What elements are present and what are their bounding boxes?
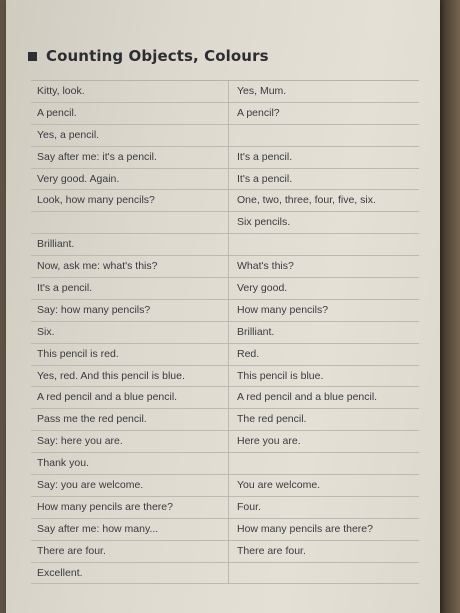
dialogue-row: [31, 278, 419, 300]
dialogue-row: [31, 387, 419, 409]
dialogue-row: [31, 212, 419, 234]
dialogue-row: [31, 322, 419, 344]
child-line: There are four.: [237, 544, 306, 557]
child-line: [229, 453, 419, 474]
child-line: [229, 234, 419, 255]
dialogue-row: [31, 125, 419, 147]
teacher-line: There are four.: [31, 541, 229, 562]
teacher-line: This pencil is red.: [31, 344, 229, 365]
teacher-line: Yes, a pencil.: [31, 125, 229, 146]
dialogue-row: [31, 344, 419, 366]
teacher-line: Say after me: how many...: [31, 519, 229, 540]
child-line: How many pencils are there?: [237, 522, 373, 535]
child-line: It's a pencil.: [237, 150, 293, 163]
child-line: What's this?: [237, 260, 294, 273]
child-line: [229, 563, 419, 584]
child-line: Here you are.: [237, 435, 301, 448]
child-line: Yes, Mum.: [237, 85, 287, 97]
section-title: Counting Objects, Colours: [46, 47, 269, 65]
child-line: How many pencils?: [237, 303, 329, 316]
teacher-line: Say: here you are.: [31, 431, 229, 452]
square-bullet-icon: [28, 52, 37, 61]
dialogue-row: [31, 300, 419, 322]
dialogue-row: [31, 103, 419, 125]
dialogue-row: [31, 475, 419, 497]
teacher-line: Excellent.: [31, 563, 229, 584]
teacher-line: Six.: [31, 322, 229, 343]
child-line: You are welcome.: [237, 479, 321, 492]
dialogue-row: [31, 541, 419, 563]
child-line: Brilliant.: [237, 325, 275, 338]
teacher-line: A red pencil and a blue pencil.: [31, 387, 229, 408]
teacher-line: Say: how many pencils?: [31, 300, 229, 321]
teacher-line: It's a pencil.: [31, 278, 229, 299]
dialogue-row: [31, 190, 419, 212]
teacher-line: Yes, red. And this pencil is blue.: [31, 366, 229, 387]
teacher-line: Kitty, look.: [31, 81, 229, 102]
child-line: A red pencil and a blue pencil.: [237, 391, 378, 404]
book-spine-shadow: [440, 0, 460, 613]
book-page: [6, 0, 440, 613]
child-line: This pencil is blue.: [237, 369, 324, 382]
child-line: A pencil?: [237, 106, 280, 119]
teacher-line: [31, 212, 229, 233]
dialogue-row: [31, 497, 419, 519]
dialogue-row: [31, 256, 419, 278]
child-line: Red.: [237, 347, 260, 360]
child-line: The red pencil.: [237, 413, 307, 426]
dialogue-row: [31, 147, 419, 169]
teacher-line: Very good. Again.: [31, 169, 229, 190]
teacher-line: Say: you are welcome.: [31, 475, 229, 496]
teacher-line: Pass me the red pencil.: [31, 409, 229, 430]
dialogue-row: [31, 431, 419, 453]
dialogue-table: [31, 80, 419, 584]
dialogue-row: [31, 409, 419, 431]
child-line: Very good.: [237, 282, 288, 295]
dialogue-row: [31, 366, 419, 388]
dialogue-row: [31, 81, 419, 103]
teacher-line: A pencil.: [31, 103, 229, 124]
dialogue-row: [31, 453, 419, 475]
teacher-line: How many pencils are there?: [31, 497, 229, 518]
child-line: Four.: [237, 500, 261, 513]
dialogue-row: [31, 519, 419, 541]
teacher-line: Brilliant.: [31, 234, 229, 255]
teacher-line: Look, how many pencils?: [31, 190, 229, 211]
dialogue-row: [31, 563, 419, 585]
child-line: [229, 125, 419, 146]
dialogue-row: [31, 169, 419, 191]
dialogue-row: [31, 234, 419, 256]
section-heading: [28, 47, 269, 65]
teacher-line: Thank you.: [31, 453, 229, 474]
child-line: One, two, three, four, five, six.: [237, 194, 376, 207]
teacher-line: Say after me: it's a pencil.: [31, 147, 229, 168]
child-line: It's a pencil.: [237, 172, 293, 185]
teacher-line: Now, ask me: what's this?: [31, 256, 229, 277]
child-line: Six pencils.: [237, 216, 291, 229]
